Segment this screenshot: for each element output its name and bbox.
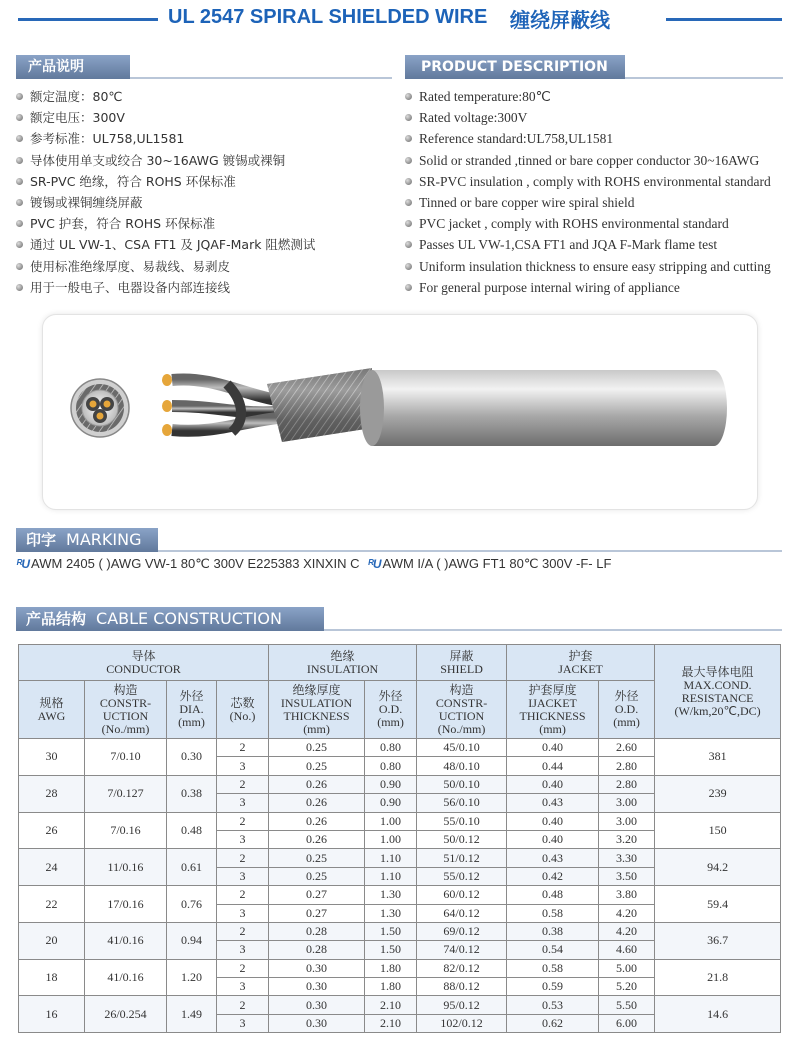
marking-part-2: AWM I/A ( )AWG FT1 80℃ 300V -F- LF: [382, 556, 612, 571]
ul-logo-icon: ᴿU: [367, 557, 381, 571]
cell-cores: 3: [217, 867, 269, 885]
cell-cores: 2: [217, 996, 269, 1014]
list-item: Solid or stranded ,tinned or bare copper conductor 30~16AWG: [405, 150, 771, 171]
bullet-icon: [16, 241, 23, 248]
cell-cores: 3: [217, 904, 269, 922]
cell-resistance: 239: [655, 775, 781, 812]
marking-part-1: AWM 2405 ( )AWG VW-1 80℃ 300V E225383 XINXIN C: [31, 556, 360, 571]
list-item: Passes UL VW-1,CSA FT1 and JQA F-Mark flame test: [405, 234, 771, 255]
cell-construction: 26/0.254: [85, 996, 167, 1033]
cell-jacket-od: 4.20: [599, 922, 655, 940]
cell-jacket-thickness: 0.58: [507, 904, 599, 922]
cell-jacket-od: 3.50: [599, 867, 655, 885]
cell-cores: 3: [217, 1014, 269, 1032]
cell-jacket-thickness: 0.58: [507, 959, 599, 977]
group-conductor: 导体 CONDUCTOR: [19, 645, 269, 681]
table-row: [19, 886, 781, 904]
cell-insulation-od: 0.90: [365, 775, 417, 793]
cell-jacket-od: 2.60: [599, 739, 655, 757]
cell-insulation-od: 1.10: [365, 867, 417, 885]
list-item: 使用标准绝缘厚度、易裁线、易剥皮: [16, 256, 315, 277]
cell-jacket-od: 3.20: [599, 830, 655, 848]
cell-cores: 3: [217, 978, 269, 996]
list-item: Rated voltage:300V: [405, 107, 771, 128]
cell-insulation-thickness: 0.30: [269, 959, 365, 977]
col-awg: 规格 AWG: [19, 681, 85, 739]
bullet-icon: [405, 178, 412, 185]
table-row: [19, 922, 781, 940]
bullet-icon: [16, 220, 23, 227]
cell-jacket-od: 5.50: [599, 996, 655, 1014]
cell-insulation-thickness: 0.30: [269, 978, 365, 996]
cell-shield-construction: 95/0.12: [417, 996, 507, 1014]
list-item: 通过 UL VW-1、CSA FT1 及 JQAF-Mark 阻燃测试: [16, 234, 315, 255]
table-row: [19, 959, 781, 977]
bullet-icon: [16, 135, 23, 142]
list-item: Uniform insulation thickness to ensure easy stripping and cutting: [405, 256, 771, 277]
cell-insulation-od: 1.10: [365, 849, 417, 867]
cell-diameter: 1.20: [167, 959, 217, 996]
cell-insulation-thickness: 0.27: [269, 886, 365, 904]
cell-shield-construction: 55/0.12: [417, 867, 507, 885]
cell-cores: 2: [217, 959, 269, 977]
cell-resistance: 381: [655, 739, 781, 776]
bullet-icon: [16, 199, 23, 206]
cell-insulation-od: 0.90: [365, 794, 417, 812]
cell-insulation-od: 1.50: [365, 922, 417, 940]
section-construction-cn: 产品结构: [26, 610, 87, 628]
cell-shield-construction: 74/0.12: [417, 941, 507, 959]
cell-cores: 3: [217, 757, 269, 775]
cell-insulation-thickness: 0.27: [269, 904, 365, 922]
cell-cores: 2: [217, 886, 269, 904]
cell-jacket-thickness: 0.38: [507, 922, 599, 940]
cell-insulation-thickness: 0.25: [269, 849, 365, 867]
cell-cores: 2: [217, 739, 269, 757]
cell-shield-construction: 48/0.10: [417, 757, 507, 775]
bullet-icon: [16, 93, 23, 100]
cell-jacket-od: 3.00: [599, 812, 655, 830]
cell-resistance: 150: [655, 812, 781, 849]
list-item: 导体使用单支或绞合 30~16AWG 镀锡或裸铜: [16, 150, 315, 171]
cell-diameter: 0.76: [167, 886, 217, 923]
cell-jacket-od: 3.80: [599, 886, 655, 904]
bullet-icon: [405, 135, 412, 142]
cell-cores: 2: [217, 922, 269, 940]
table-body: [19, 739, 781, 1033]
col-jacket-thickness: 护套厚度 IJACKET THICKNESS (mm): [507, 681, 599, 739]
cell-jacket-thickness: 0.59: [507, 978, 599, 996]
cell-insulation-thickness: 0.30: [269, 996, 365, 1014]
marking-line: [16, 556, 611, 572]
cable-spiral-shield: [267, 368, 372, 442]
cell-cores: 3: [217, 830, 269, 848]
cell-resistance: 36.7: [655, 922, 781, 959]
bullet-icon: [16, 157, 23, 164]
cell-insulation-thickness: 0.26: [269, 775, 365, 793]
cell-insulation-thickness: 0.28: [269, 922, 365, 940]
bullet-icon: [405, 114, 412, 121]
cell-resistance: 59.4: [655, 886, 781, 923]
cell-insulation-od: 2.10: [365, 1014, 417, 1032]
cell-jacket-thickness: 0.40: [507, 775, 599, 793]
table-row: [19, 775, 781, 793]
cell-insulation-od: 2.10: [365, 996, 417, 1014]
list-item: Rated temperature:80℃: [405, 86, 771, 107]
cell-jacket-od: 2.80: [599, 757, 655, 775]
cell-diameter: 0.61: [167, 849, 217, 886]
group-insulation: 绝缘 INSULATION: [269, 645, 417, 681]
cell-diameter: 0.94: [167, 922, 217, 959]
cell-shield-construction: 60/0.12: [417, 886, 507, 904]
cell-awg: 18: [19, 959, 85, 996]
cell-construction: 7/0.127: [85, 775, 167, 812]
cell-diameter: 0.48: [167, 812, 217, 849]
cell-insulation-od: 1.00: [365, 812, 417, 830]
group-resistance: 最大导体电阻 MAX.COND. RESISTANCE (W/km,20℃,DC): [655, 645, 781, 739]
construction-table: [18, 644, 781, 1033]
cell-shield-construction: 82/0.12: [417, 959, 507, 977]
cell-insulation-thickness: 0.30: [269, 1014, 365, 1032]
cell-awg: 20: [19, 922, 85, 959]
cell-jacket-thickness: 0.40: [507, 739, 599, 757]
cell-cores: 3: [217, 941, 269, 959]
cell-diameter: 0.30: [167, 739, 217, 776]
section-marking-en: MARKING: [66, 530, 142, 549]
bullet-icon: [16, 263, 23, 270]
cell-cores: 2: [217, 775, 269, 793]
section-construction-rule: [324, 629, 782, 631]
section-construction: [16, 607, 324, 631]
bullet-icon: [405, 199, 412, 206]
bullet-icon: [405, 157, 412, 164]
list-item: PVC jacket , comply with ROHS environmental standard: [405, 213, 771, 234]
cell-construction: 7/0.16: [85, 812, 167, 849]
list-item: Reference standard:UL758,UL1581: [405, 128, 771, 149]
cell-awg: 26: [19, 812, 85, 849]
cell-jacket-thickness: 0.40: [507, 830, 599, 848]
description-list-cn: [16, 86, 315, 298]
list-item: 额定温度：80℃: [16, 86, 315, 107]
cell-shield-construction: 50/0.10: [417, 775, 507, 793]
list-item: SR-PVC insulation , comply with ROHS environmental standard: [405, 171, 771, 192]
cell-construction: 7/0.10: [85, 739, 167, 776]
cell-insulation-od: 1.80: [365, 959, 417, 977]
cell-shield-construction: 45/0.10: [417, 739, 507, 757]
cell-insulation-od: 1.00: [365, 830, 417, 848]
cell-insulation-od: 1.50: [365, 941, 417, 959]
cell-insulation-thickness: 0.25: [269, 867, 365, 885]
cell-jacket-thickness: 0.42: [507, 867, 599, 885]
cable-end-cross-section: [71, 379, 129, 437]
description-list-en: [405, 86, 771, 298]
group-shield: 屏蔽 SHIELD: [417, 645, 507, 681]
cell-jacket-thickness: 0.54: [507, 941, 599, 959]
cell-jacket-thickness: 0.53: [507, 996, 599, 1014]
cell-insulation-thickness: 0.26: [269, 812, 365, 830]
ul-logo-icon: ᴿU: [16, 557, 30, 571]
cell-jacket-thickness: 0.48: [507, 886, 599, 904]
list-item: PVC 护套，符合 ROHS 环保标准: [16, 213, 315, 234]
col-jacket-od: 外径 O.D. (mm): [599, 681, 655, 739]
cell-jacket-od: 5.20: [599, 978, 655, 996]
cell-shield-construction: 55/0.10: [417, 812, 507, 830]
table-row: [19, 849, 781, 867]
cell-resistance: 14.6: [655, 996, 781, 1033]
cell-awg: 16: [19, 996, 85, 1033]
cell-jacket-od: 3.30: [599, 849, 655, 867]
cell-shield-construction: 56/0.10: [417, 794, 507, 812]
list-item: 镀锡或裸铜缠绕屏蔽: [16, 192, 315, 213]
cable-cores: [162, 374, 277, 436]
cell-jacket-od: 4.20: [599, 904, 655, 922]
cable-illustration: [42, 314, 758, 510]
cell-awg: 22: [19, 886, 85, 923]
cell-jacket-thickness: 0.40: [507, 812, 599, 830]
col-insulation-thickness: 绝缘厚度 INSULATION THICKNESS (mm): [269, 681, 365, 739]
list-item: 用于一般电子、电器设备内部连接线: [16, 277, 315, 298]
section-marking-rule: [158, 550, 782, 552]
cell-jacket-od: 2.80: [599, 775, 655, 793]
page-title-cn: 缠绕屏蔽线: [510, 8, 610, 32]
cell-resistance: 94.2: [655, 849, 781, 886]
cell-construction: 41/0.16: [85, 959, 167, 996]
cell-awg: 30: [19, 739, 85, 776]
cell-insulation-thickness: 0.25: [269, 739, 365, 757]
bullet-icon: [405, 241, 412, 248]
col-construction: 构造 CONSTR- UCTION (No./mm): [85, 681, 167, 739]
cell-jacket-od: 6.00: [599, 1014, 655, 1032]
cable-jacket: [360, 370, 727, 446]
table-row: [19, 739, 781, 757]
list-item: 参考标准：UL758,UL1581: [16, 128, 315, 149]
cell-insulation-thickness: 0.28: [269, 941, 365, 959]
cell-jacket-thickness: 0.43: [507, 849, 599, 867]
cell-jacket-od: 3.00: [599, 794, 655, 812]
cell-insulation-od: 0.80: [365, 739, 417, 757]
bullet-icon: [16, 178, 23, 185]
col-shield-construction: 构造 CONSTR- UCTION (No./mm): [417, 681, 507, 739]
col-insulation-od: 外径 O.D. (mm): [365, 681, 417, 739]
table-row: [19, 812, 781, 830]
cell-construction: 11/0.16: [85, 849, 167, 886]
cell-shield-construction: 50/0.12: [417, 830, 507, 848]
page-title-en: UL 2547 SPIRAL SHIELDED WIRE: [168, 6, 488, 28]
col-cores: 芯数 (No.): [217, 681, 269, 739]
cell-cores: 3: [217, 794, 269, 812]
list-item: 额定电压：300V: [16, 107, 315, 128]
cell-shield-construction: 102/0.12: [417, 1014, 507, 1032]
cell-insulation-od: 1.80: [365, 978, 417, 996]
cell-construction: 41/0.16: [85, 922, 167, 959]
bullet-icon: [16, 284, 23, 291]
cell-jacket-od: 4.60: [599, 941, 655, 959]
cell-insulation-od: 1.30: [365, 904, 417, 922]
cell-awg: 24: [19, 849, 85, 886]
cell-cores: 2: [217, 849, 269, 867]
cell-diameter: 0.38: [167, 775, 217, 812]
section-desc-en-rule: [625, 77, 783, 79]
section-construction-en: CABLE CONSTRUCTION: [96, 609, 282, 628]
group-jacket: 护套 JACKET: [507, 645, 655, 681]
section-marking: [16, 528, 158, 552]
bullet-icon: [16, 114, 23, 121]
cell-jacket-od: 5.00: [599, 959, 655, 977]
cell-awg: 28: [19, 775, 85, 812]
list-item: SR-PVC 绝缘，符合 ROHS 环保标准: [16, 171, 315, 192]
cell-diameter: 1.49: [167, 996, 217, 1033]
cell-jacket-thickness: 0.43: [507, 794, 599, 812]
title-rule-right: [666, 18, 782, 21]
cell-insulation-thickness: 0.26: [269, 830, 365, 848]
cell-insulation-od: 0.80: [365, 757, 417, 775]
cell-resistance: 21.8: [655, 959, 781, 996]
section-marking-cn: 印字: [26, 531, 57, 549]
bullet-icon: [405, 284, 412, 291]
section-desc-cn-rule: [130, 77, 392, 79]
cell-construction: 17/0.16: [85, 886, 167, 923]
col-diameter: 外径 DIA. (mm): [167, 681, 217, 739]
section-desc-en-label: PRODUCT DESCRIPTION: [421, 59, 608, 75]
cell-jacket-thickness: 0.44: [507, 757, 599, 775]
bullet-icon: [405, 220, 412, 227]
bullet-icon: [405, 263, 412, 270]
cell-shield-construction: 69/0.12: [417, 922, 507, 940]
cell-insulation-thickness: 0.25: [269, 757, 365, 775]
cell-shield-construction: 51/0.12: [417, 849, 507, 867]
list-item: Tinned or bare copper wire spiral shield: [405, 192, 771, 213]
cell-shield-construction: 88/0.12: [417, 978, 507, 996]
bullet-icon: [405, 93, 412, 100]
section-desc-cn: [16, 55, 130, 79]
cell-insulation-od: 1.30: [365, 886, 417, 904]
section-desc-en: [405, 55, 625, 79]
cell-shield-construction: 64/0.12: [417, 904, 507, 922]
cell-cores: 2: [217, 812, 269, 830]
cell-jacket-thickness: 0.62: [507, 1014, 599, 1032]
cell-insulation-thickness: 0.26: [269, 794, 365, 812]
section-desc-cn-label: 产品说明: [28, 59, 84, 75]
list-item: For general purpose internal wiring of appliance: [405, 277, 771, 298]
title-rule-left: [18, 18, 158, 21]
table-row: [19, 996, 781, 1014]
